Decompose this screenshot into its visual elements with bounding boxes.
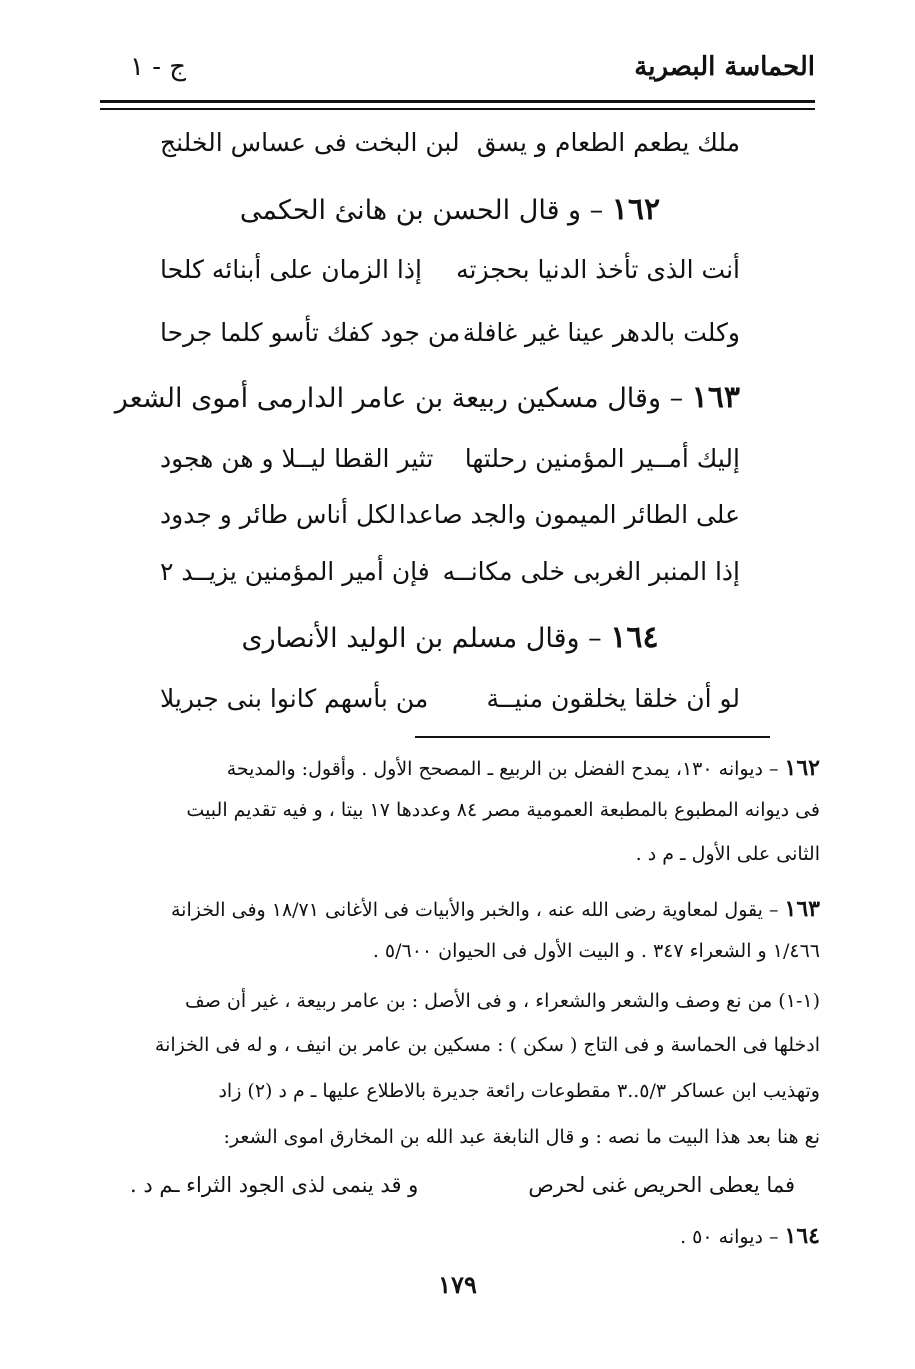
verse-line [160, 557, 740, 586]
footnote-verse-right: فما يعطى الحريص غنى لحرص [528, 1173, 795, 1197]
verse-hemistich-left: إذا الزمان على أبنائه كلحا [160, 255, 422, 284]
footnote-text: – ديوانه ١٣٠، يمدح الفضل بن الربيع ـ المصحح الأول . وأقول: والمديحة [226, 758, 779, 780]
running-title: الحماسة البصرية [634, 52, 815, 82]
footnote-line: ١/٤٦٦ و الشعراء ٣٤٧ . و البيت الأول فى الحيوان ٥/٦٠٠ . [372, 940, 820, 962]
footnote-number: ١٦٢ [784, 755, 820, 781]
footnote-line: وتهذيب ابن عساكر ٥/٣..٣ مقطوعات رائعة جديرة بالاطلاع عليها ـ م د (٢) زاد [218, 1080, 820, 1102]
header-rule-thin [100, 108, 815, 110]
poem-heading [150, 620, 750, 655]
poem-heading-text: – وقال مسلم بن الوليد الأنصارى [241, 623, 602, 654]
footnote-verse [130, 1173, 795, 1197]
verse-line [160, 255, 740, 284]
verse-hemistich-left: تثير القطا ليــلا و هن هجود [160, 444, 434, 473]
footnote-line [120, 896, 820, 922]
footnote-text: – يقول لمعاوية رضى الله عنه ، والخبر والأبيات فى الأغانى ١٨/٧١ وفى الخزانة [171, 899, 779, 921]
footnote-separator [415, 736, 770, 738]
footnote-line: نع هنا بعد هذا البيت ما نصه : و قال النابغة عبد الله بن المخارق اموى الشعر: [223, 1126, 820, 1148]
verse-hemistich-right: ملك يطعم الطعام و يسق [476, 128, 740, 157]
verse-hemistich-right: إذا المنبر الغربى خلى مكانــه [442, 557, 740, 586]
verse-hemistich-right: وكلت بالدهر عينا غير غافلة [462, 318, 740, 347]
verse-hemistich-left: من بأسهم كانوا بنى جبريلا [160, 684, 429, 713]
page-number: ١٧٩ [438, 1270, 477, 1299]
footnote-text: – ديوانه ٥٠ . [680, 1226, 779, 1248]
footnote-number: ١٦٤ [784, 1223, 820, 1249]
verse-hemistich-left: لبن البخت فى عساس الخلنج [160, 128, 460, 157]
footnote-line: الثانى على الأول ـ م د . [635, 843, 820, 865]
verse-hemistich-left: من جود كفك تأسو كلما جرحا [160, 318, 461, 347]
verse-hemistich-right: إليك أمــير المؤمنين رحلتها [464, 444, 740, 473]
verse-line [160, 128, 740, 157]
footnote-line: فى ديوانه المطبوع بالمطبعة العمومية مصر ٨٤ وعددها ١٧ بيتا ، و فيه تقديم البيت [186, 799, 820, 821]
verse-hemistich-left: لكل أناس طائر و جدود [160, 500, 397, 529]
footnote-verse-left: و قد ينمى لذى الجود الثراء ـم د . [130, 1173, 419, 1197]
page-header [100, 52, 815, 92]
verse-hemistich-left: فإن أمير المؤمنين يزيــد ٢ [160, 557, 430, 586]
footnote-number: ١٦٣ [784, 896, 820, 922]
footnote-line: (١-١) من نع وصف والشعر والشعراء ، و فى الأصل : بن عامر ربيعة ، غير أن صف [185, 990, 820, 1012]
verse-line [160, 444, 740, 473]
footnote-line [120, 755, 820, 781]
poem-heading [114, 380, 740, 415]
verse-line [160, 500, 740, 529]
poem-heading-text: – و قال الحسن بن هانئ الحكمى [239, 195, 604, 226]
poem-number: ١٦٢ [611, 192, 661, 227]
footnote-line [120, 1223, 820, 1249]
part-label: ج - ١ [130, 52, 187, 82]
poem-heading-text: – وقال مسكين ربيعة بن عامر الدارمى أموى الشعر [114, 383, 684, 414]
poem-heading [150, 192, 750, 227]
footnote-line: ادخلها فى الحماسة و فى التاج ( سكن ) : مسكين بن عامر بن انيف ، و له فى الخزانة [154, 1034, 820, 1056]
header-rule-thick [100, 100, 815, 103]
poem-number: ١٦٤ [610, 620, 659, 655]
poem-number: ١٦٣ [691, 380, 740, 415]
verse-line [160, 684, 740, 713]
verse-hemistich-right: على الطائر الميمون والجد صاعدا [398, 500, 740, 529]
verse-line [160, 318, 740, 347]
verse-hemistich-right: لو أن خلقا يخلقون منيــة [486, 684, 740, 713]
verse-hemistich-right: أنت الذى تأخذ الدنيا بحجزته [456, 255, 740, 284]
